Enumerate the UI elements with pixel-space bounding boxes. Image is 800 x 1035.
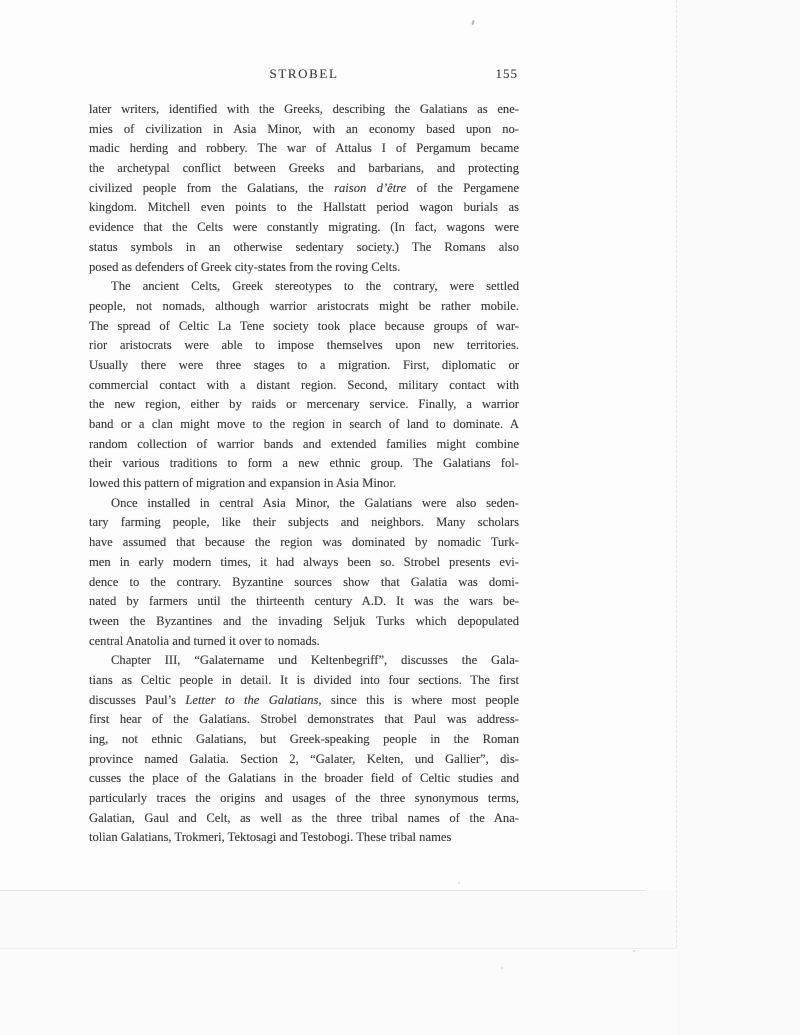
text-line: the archetypal conflict between Greeks and barbarians, and protecting (89, 161, 519, 176)
page-right-edge-line (676, 0, 677, 948)
text-line: posed as defenders of Greek city-states from the roving Celts. (89, 259, 401, 274)
text-line: Usually there were three stages to a migration. First, diplomatic or (89, 357, 519, 372)
text-line: tween the Byzantines and the invading Seljuk Turks which depopulated (89, 613, 519, 628)
scan-speck (633, 950, 635, 952)
text-line: the new region, either by raids or mercenary service. Finally, a warrior (89, 397, 519, 412)
text-line: kingdom. Mitchell even points to the Hallstatt period wagon burials as (89, 200, 519, 215)
page-bottom-edge-line (0, 890, 646, 891)
text-line: people, not nomads, although warrior aristocrats might be rather mobile. (89, 298, 519, 313)
scanner-background-bottom (0, 891, 676, 948)
running-head-title: STROBEL (269, 66, 339, 81)
text-line: tolian Galatians, Trokmeri, Tektosagi and Testobogi. These tribal names (89, 830, 452, 845)
scanner-background-right (677, 0, 800, 1035)
scan-bottom-edge-line (0, 948, 677, 949)
text-line: discusses Paul’s Letter to the Galatians, since this is where most people (89, 692, 519, 707)
text-line: Galatian, Gaul and Celt, as well as the three tribal names of the Ana- (89, 810, 519, 825)
text-line: lowed this pattern of migration and expansion in Asia Minor. (89, 476, 397, 491)
text-line: nated by farmers until the thirteenth century A.D. It was the wars be- (89, 594, 519, 609)
text-line: madic herding and robbery. The war of Attalus I of Pergamum became (89, 141, 519, 156)
scanner-background-below (0, 949, 676, 1035)
text-line: status symbols in an otherwise sedentary society.) The Romans also (89, 239, 519, 254)
text-line: civilized people from the Galatians, the raison d’être of the Pergamene (89, 180, 519, 195)
text-line: The ancient Celts, Greek stereotypes to the contrary, were settled (111, 279, 519, 294)
text-line: first hear of the Galatians. Strobel demonstrates that Paul was address- (89, 712, 519, 727)
text-line: dence to the contrary. Byzantine sources show that Galatia was domi- (89, 574, 519, 589)
text-line: have assumed that because the region was dominated by nomadic Turk- (89, 535, 519, 550)
text-line: later writers, identified with the Greeks, describing the Galatians as ene- (89, 102, 519, 116)
text-line: Once installed in central Asia Minor, the Galatians were also seden- (111, 495, 519, 510)
text-line: mies of civilization in Asia Minor, with an economy based upon no- (89, 121, 519, 136)
text-line: central Anatolia and turned it over to nomads. (89, 633, 320, 648)
text-line: tary farming people, like their subjects and neighbors. Many scholars (89, 515, 519, 530)
scan-speck (471, 20, 474, 25)
text-line: Chapter III, “Galatername und Keltenbegriff”, discusses the Gala- (111, 653, 519, 668)
text-line: men in early modern times, it had always been so. Strobel presents evi- (89, 554, 519, 569)
text-line: commercial contact with a distant region. Second, military contact with (89, 377, 519, 392)
scan-speck (458, 882, 460, 884)
text-line: ing, not ethnic Galatians, but Greek-speaking people in the Roman (89, 732, 519, 746)
page-number: 155 (495, 66, 518, 81)
scan-speck (501, 967, 503, 969)
text-line: particularly traces the origins and usages of the three synonymous terms, (89, 791, 519, 806)
text-line: The spread of Celtic La Tene society took place because groups of war- (89, 318, 519, 333)
text-line: random collection of warrior bands and extended families might combine (89, 436, 519, 451)
page-text (89, 100, 519, 848)
text-line: province named Galatia. Section 2, “Galater, Kelten, und Gallier”, dis- (89, 751, 519, 766)
text-line: tians as Celtic people in detail. It is divided into four sections. The first (89, 672, 519, 687)
text-line: band or a clan might move to the region in search of land to dominate. A (89, 417, 519, 431)
text-line: their various traditions to form a new ethnic group. The Galatians fol- (89, 456, 519, 471)
page-header (90, 66, 518, 84)
text-line: evidence that the Celts were constantly migrating. (In fact, wagons were (89, 220, 519, 235)
text-line: cusses the place of the Galatians in the broader field of Celtic studies and (89, 771, 519, 786)
text-line: rior aristocrats were able to impose themselves upon new territories. (89, 338, 519, 353)
